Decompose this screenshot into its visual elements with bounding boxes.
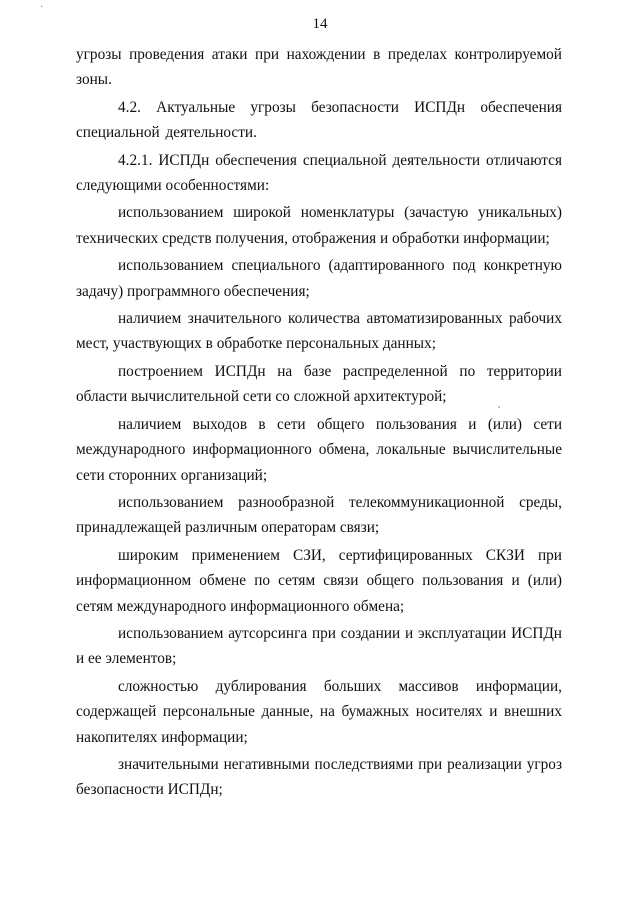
- list-item-public-networks: наличием выходов в сети общего пользования и (или) сети международного информационного обмена, локальные вычислительные сети сторонних организаций;: [76, 415, 562, 484]
- list-item-software: использованием специального (адаптированного под конкретную задачу) программного обеспечения;: [76, 257, 562, 300]
- list-item-duplication: сложностью дублирования больших массивов информации, содержащей персональные данные, на бумажных носителях и внешних накопителях информации;: [76, 677, 562, 746]
- list-item-telecom: использованием разнообразной телекоммуникационной среды, принадлежащей различным операторам связи;: [76, 493, 562, 537]
- paragraph-section-4-2-1: 4.2.1. ИСПДн обеспечения специальной деятельности отличаются следующими особенностями:: [76, 151, 562, 195]
- list-item-outsourcing: использованием аутсорсинга при создании и эксплуатации ИСПДн и ее элементов;: [76, 624, 562, 668]
- list-item-szi: широким применением СЗИ, сертифицированных СКЗИ при информационном обмене по сетям связи общего пользования и (или) сетям международного информационного обмена;: [76, 546, 562, 615]
- page-number: 14: [312, 16, 328, 32]
- list-item-network: построением ИСПДн на базе распределенной по территории области вычислительной сети со сложной архитектурой;: [76, 362, 562, 406]
- list-item-workstations: наличием значительного количества автоматизированных рабочих мест, участвующих в обработке персональных данных;: [76, 310, 562, 353]
- paragraph-threat-continuation: угрозы проведения атаки при нахождении в пределах контролируемой зоны.: [76, 46, 562, 89]
- list-item-consequences: значительными негативными последствиями при реализации угроз безопасности ИСПДн;: [76, 755, 562, 799]
- list-item-equipment: использованием широкой номенклатуры (зачастую уникальных) технических средств получения, отображения и обработки информации;: [76, 204, 562, 247]
- scan-corner-mark: ·: [40, 2, 44, 13]
- body-text: [76, 42, 562, 805]
- paragraph-section-4-2: 4.2. Актуальные угрозы безопасности ИСПДн обеспечения специальной деятельности.: [76, 98, 562, 142]
